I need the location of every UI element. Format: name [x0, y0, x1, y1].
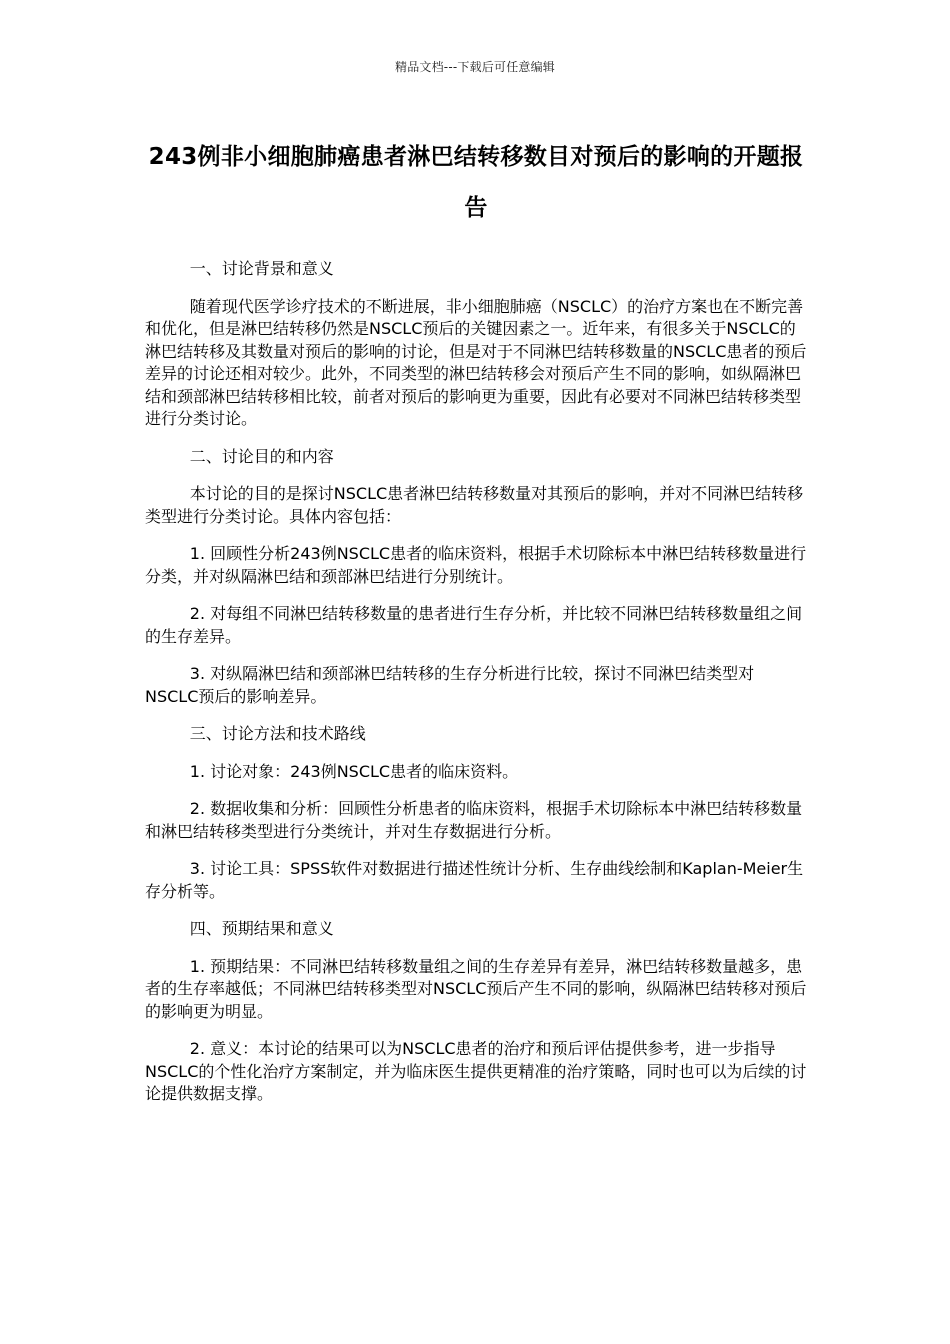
list-item-expected-1: 1. 预期结果：不同淋巴结转移数量组之间的生存差异有差异，淋巴结转移数量越多，患者的生存率越低；不同淋巴结转移类型对NSCLC预后产生不同的影响，纵隔淋巴结转移对预后的影响更为明显。	[145, 956, 807, 1021]
list-item-methods-1: 1. 讨论对象：243例NSCLC患者的临床资料。	[189, 761, 519, 781]
document-body	[145, 258, 807, 1121]
list-item-purpose-1: 1. 回顾性分析243例NSCLC患者的临床资料，根据手术切除标本中淋巴结转移数量进行分类，并对纵隔淋巴结和颈部淋巴结进行分别统计。	[145, 544, 807, 586]
list-item-purpose-2: 2. 对每组不同淋巴结转移数量的患者进行生存分析，并比较不同淋巴结转移数量组之间的生存差异。	[145, 604, 803, 646]
section-heading-purpose: 二、讨论目的和内容	[189, 446, 334, 466]
section-heading-methods: 三、讨论方法和技术路线	[189, 724, 366, 743]
page-header: 精品文档---下载后可任意编辑	[395, 60, 555, 74]
list-item-methods-3: 3. 讨论工具：SPSS软件对数据进行描述性统计分析、生存曲线绘制和Kaplan-Meier生存分析等。	[145, 859, 804, 901]
paragraph-purpose: 本讨论的目的是探讨NSCLC患者淋巴结转移数量对其预后的影响，并对不同淋巴结转移类型进行分类讨论。具体内容包括：	[145, 484, 804, 526]
list-item-purpose-3: 3. 对纵隔淋巴结和颈部淋巴结转移的生存分析进行比较，探讨不同淋巴结类型对NSCLC预后的影响差异。	[145, 664, 755, 706]
document-title: 243例非小细胞肺癌患者淋巴结转移数目对预后的影响的开题报告	[148, 144, 804, 221]
list-item-expected-2: 2. 意义：本讨论的结果可以为NSCLC患者的治疗和预后评估提供参考，进一步指导NSCLC的个性化治疗方案制定，并为临床医生提供更精准的治疗策略，同时也可以为后续的讨论提供数据支撑。	[145, 1039, 807, 1103]
list-item-methods-2: 2. 数据收集和分析：回顾性分析患者的临床资料，根据手术切除标本中淋巴结转移数量和淋巴结转移类型进行分类统计，并对生存数据进行分析。	[145, 799, 803, 841]
section-heading-expected: 四、预期结果和意义	[189, 919, 334, 938]
paragraph-background: 随着现代医学诊疗技术的不断进展，非小细胞肺癌（NSCLC）的治疗方案也在不断完善和优化，但是淋巴结转移仍然是NSCLC预后的关键因素之一。近年来，有很多关于NSCLC的淋巴结转移及其数量对预后的影响的讨论，但是对于不同淋巴结转移数量的NSCLC患者的预后差异的讨论还相对较少。此外，不同类型的淋巴结转移会对预后产生不同的影响，如纵隔淋巴结和颈部淋巴结转移相比较，前者对预后的影响更为重要，因此有必要对不同淋巴结转移类型进行分类讨论。	[145, 296, 807, 428]
section-heading-background: 一、讨论背景和意义	[189, 259, 334, 278]
